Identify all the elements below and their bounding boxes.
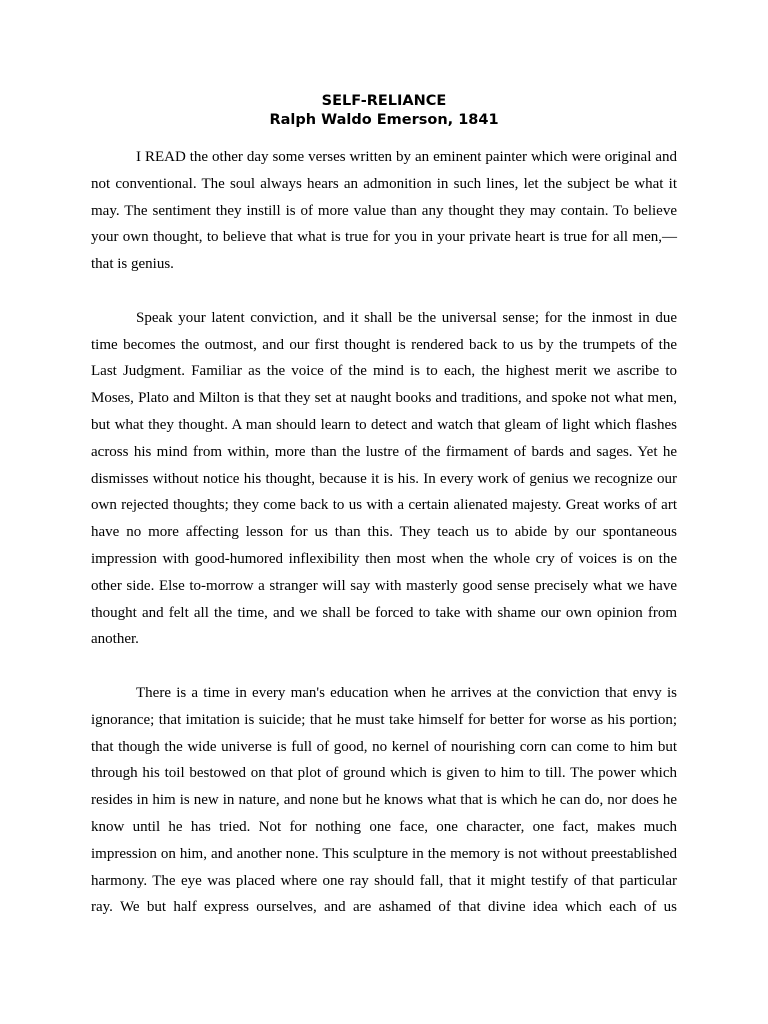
text-line: other side. Else to-morrow a stranger will say with masterly good sense precisely what we have <box>91 577 677 594</box>
text-line: There is a time in every man's education when he arrives at the conviction that envy is <box>136 684 677 701</box>
text-line: I READ the other day some verses written by an eminent painter which were original and <box>136 149 677 165</box>
text-line: know until he has tried. Not for nothing one face, one character, one fact, makes much <box>91 818 677 835</box>
text-line: Moses, Plato and Milton is that they set at naught books and traditions, and spoke not what men, <box>91 390 677 407</box>
text-line: that is genius. <box>91 256 174 273</box>
text-line: have no more affecting lesson for us than this. They teach us to abide by our spontaneous <box>91 524 677 541</box>
paragraph-3 <box>91 680 677 921</box>
text-line: Last Judgment. Familiar as the voice of the mind is to each, the highest merit we ascribe to <box>91 363 677 380</box>
text-line: but what they thought. A man should learn to detect and watch that gleam of light which flashes <box>91 416 677 433</box>
text-line: resides in him is new in nature, and none but he knows what that is which he can do, nor does he <box>91 792 677 809</box>
text-line: through his toil bestowed on that plot of ground which is given to him to till. The power which <box>91 765 677 782</box>
text-line: not conventional. The soul always hears an admonition in such lines, let the subject be what it <box>91 175 677 192</box>
document-body <box>91 144 677 948</box>
text-line: Speak your latent conviction, and it shall be the universal sense; for the inmost in due <box>136 309 677 326</box>
text-line: thought and felt all the time, and we shall be forced to take with shame our own opinion from <box>91 604 677 621</box>
text-line: harmony. The eye was placed where one ray should fall, that it might testify of that particular <box>91 872 677 889</box>
text-line: ignorance; that imitation is suicide; that he must take himself for better for worse as his portion; <box>91 711 677 728</box>
text-line: ray. We but half express ourselves, and are ashamed of that divine idea which each of us <box>91 899 677 916</box>
paragraph-1 <box>91 144 677 278</box>
text-line: across his mind from within, more than the lustre of the firmament of bards and sages. Yet he <box>91 443 677 460</box>
text-line: another. <box>91 631 139 648</box>
text-line: your own thought, to believe that what is true for you in your private heart is true for all men,— <box>91 229 677 246</box>
paragraph-2 <box>91 305 677 653</box>
text-line: dismisses without notice his thought, because it is his. In every work of genius we recognize our <box>91 470 677 487</box>
text-line: impression with good-humored inflexibility then most when the whole cry of voices is on the <box>91 550 677 567</box>
text-line: time becomes the outmost, and our first thought is rendered back to us by the trumpets of the <box>91 336 677 353</box>
text-line: own rejected thoughts; they come back to us with a certain alienated majesty. Great works of art <box>91 497 677 514</box>
text-line: that though the wide universe is full of good, no kernel of nourishing corn can come to him but <box>91 738 677 755</box>
title-block <box>0 92 768 130</box>
text-line: may. The sentiment they instill is of more value than any thought they may contain. To believe <box>91 202 677 219</box>
document-title: SELF-RELIANCE <box>321 93 447 109</box>
text-line: impression on him, and another none. This sculpture in the memory is not without preestablished <box>91 845 677 862</box>
document-subtitle: Ralph Waldo Emerson, 1841 <box>269 112 499 128</box>
